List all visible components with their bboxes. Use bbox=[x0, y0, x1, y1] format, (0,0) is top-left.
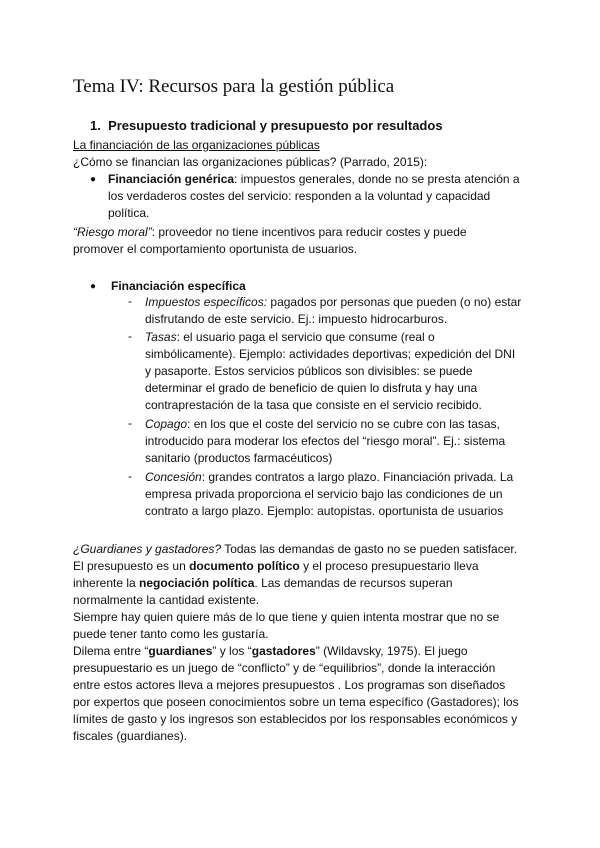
especifica-label-text: Financiación específica bbox=[111, 279, 246, 293]
question-line: ¿Cómo se financian las organizaciones públicas? (Parrado, 2015): bbox=[73, 155, 428, 169]
copago-text-1: : en los que el coste del servicio no se cubre con las tasas, bbox=[187, 417, 500, 431]
tasas-line-4: determinar el grado de beneficio de quien lo disfruta y hay una bbox=[145, 381, 478, 395]
guardianes-line-11: límites de gasto y los ingresos son establecidos por los responsables económicos y bbox=[73, 712, 518, 726]
page-title: Tema IV: Recursos para la gestión pública bbox=[73, 76, 395, 97]
guardianes-line-6: puede tener tanto como les gustaría. bbox=[73, 627, 269, 641]
riesgo-text-1: : proveedor no tiene incentivos para reducir costes y puede bbox=[151, 225, 467, 239]
generica-line-2: los verdaderos costes del servicio: responden a la voluntad y capacidad bbox=[108, 189, 491, 203]
guardianes-line-10: por expertos que poseen conocimientos sobre un tema específico (Gastadores); los bbox=[73, 695, 519, 709]
section-heading bbox=[90, 118, 443, 133]
impuestos-line-1 bbox=[145, 294, 521, 311]
guardianes-line-7 bbox=[73, 643, 468, 660]
guardianes-line-1 bbox=[73, 541, 517, 558]
gastadores-term: gastadores bbox=[251, 644, 316, 658]
impuestos-line-2: disfrutando de este servicio. Ej.: impuesto hidrocarburos. bbox=[145, 312, 448, 326]
dilema-text-a: Dilema entre “ bbox=[73, 644, 149, 658]
guardianes-text-3a: inherente la bbox=[73, 576, 140, 590]
concesion-text-1: : grandes contratos a largo plazo. Financiación privada. La bbox=[201, 470, 514, 484]
section-title: Presupuesto tradicional y presupuesto por resultados bbox=[108, 118, 443, 133]
tasas-term: Tasas bbox=[145, 330, 177, 344]
guardianes-term: guardianes bbox=[148, 644, 213, 658]
guardianes-line-9: entre estos actores lleva a mejores presupuestos . Los programas son diseñados bbox=[73, 678, 506, 692]
guardianes-line-12: fiscales (guardianes). bbox=[73, 729, 188, 743]
guardianes-line-5: Siempre hay quien quiere más de lo que tiene y quien intenta mostrar que no se bbox=[73, 610, 500, 624]
guardianes-text-2c: y el proceso presupuestario lleva bbox=[299, 559, 479, 573]
guardianes-text-3c: . Las demandas de recursos superan bbox=[254, 576, 453, 590]
bullet-icon: ● bbox=[90, 174, 97, 185]
tasas-line-5: contraprestación de la tasa que consiste en el servicio recibido. bbox=[145, 398, 482, 412]
tasas-line-1 bbox=[145, 329, 435, 346]
tasas-line-3: y pasaporte. Estos servicios públicos son divisibles: se puede bbox=[145, 364, 473, 378]
tasas-text-1: : el usuario paga el servicio que consume (real o bbox=[176, 330, 435, 344]
generica-label: Financiación genérica bbox=[108, 172, 235, 186]
subheading: La financiación de las organizaciones públicas bbox=[73, 138, 320, 152]
dash-icon: - bbox=[128, 469, 132, 483]
riesgo-term: “Riesgo moral” bbox=[73, 225, 152, 239]
guardianes-line-3 bbox=[73, 575, 453, 592]
copago-line-3: sanitario (productos farmacéuticos) bbox=[145, 451, 333, 465]
dilema-text-c: ” y los “ bbox=[212, 644, 252, 658]
impuestos-term: Impuestos específicos: bbox=[145, 295, 268, 309]
concesion-line-1 bbox=[145, 469, 513, 486]
copago-line-1 bbox=[145, 416, 500, 433]
generica-line-1 bbox=[108, 171, 520, 188]
especifica-label bbox=[111, 278, 246, 295]
dash-icon: - bbox=[128, 294, 132, 308]
dash-icon: - bbox=[128, 416, 132, 430]
documento-politico: documento político bbox=[189, 559, 300, 573]
negociacion-politica: negociación política bbox=[139, 576, 255, 590]
guardianes-line-2 bbox=[73, 558, 479, 575]
guardianes-question: ¿Guardianes y gastadores? bbox=[73, 542, 222, 556]
generica-text-1: : impuestos generales, donde no se presta atención a bbox=[234, 172, 520, 186]
section-number: 1. bbox=[90, 118, 101, 133]
dash-icon: - bbox=[128, 329, 132, 343]
copago-term: Copago bbox=[145, 417, 188, 431]
impuestos-text-1: pagados por personas que pueden (o no) estar bbox=[267, 295, 522, 309]
guardianes-line-8: presupuestario es un juego de “conflicto” y de “equilibrios”, donde la interacción bbox=[73, 661, 496, 675]
guardianes-line-4: normalmente la cantidad existente. bbox=[73, 593, 260, 607]
dilema-text-e: ” (Wildavsky, 1975). El juego bbox=[315, 644, 468, 658]
guardianes-text-1: Todas las demandas de gasto no se pueden satisfacer. bbox=[221, 542, 518, 556]
riesgo-line-1 bbox=[73, 224, 467, 241]
tasas-line-2: simbólicamente). Ejemplo: actividades deportivas; expedición del DNI bbox=[145, 347, 516, 361]
riesgo-line-2: promover el comportamiento oportunista de usuarios. bbox=[73, 242, 358, 256]
bullet-icon: ● bbox=[90, 281, 97, 292]
copago-line-2: introducido para moderar los efectos del “riesgo moral”. Ej.: sistema bbox=[145, 434, 506, 448]
guardianes-text-2a: El presupuesto es un bbox=[73, 559, 190, 573]
concesion-line-3: contrato a largo plazo. Ejemplo: autopistas. oportunista de usuarios bbox=[145, 504, 504, 518]
generica-line-3: política. bbox=[108, 206, 150, 220]
concesion-term: Concesión bbox=[145, 470, 202, 484]
concesion-line-2: empresa privada proporciona el servicio bajo las condiciones de un bbox=[145, 487, 503, 501]
